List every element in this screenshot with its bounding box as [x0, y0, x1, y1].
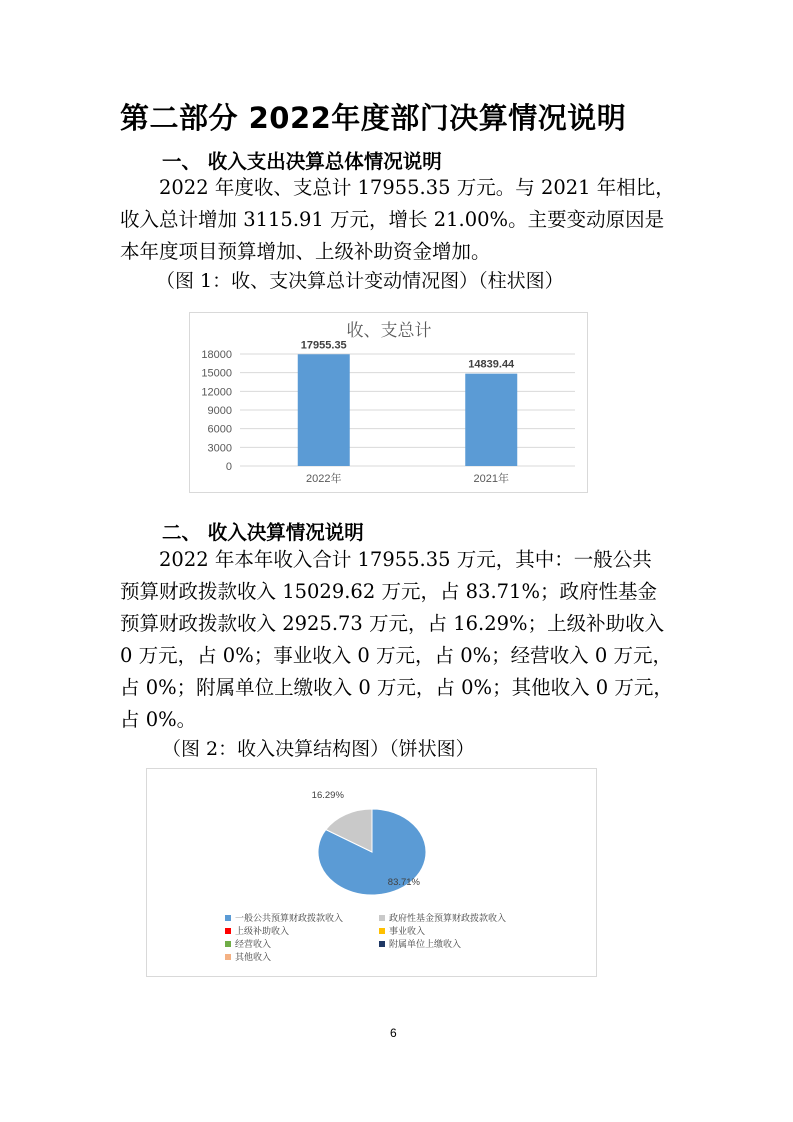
section2-line: 预算财政拨款收入 15029.62 万元，占 83.71%；政府性基金 — [120, 580, 657, 603]
page-number: 6 — [390, 1026, 397, 1040]
y-tick-label: 15000 — [201, 367, 232, 380]
y-tick-label: 0 — [225, 461, 232, 473]
section2-paragraph — [120, 544, 676, 736]
section1-line: 2022 年度收、支总计 17955.35 万元。与 2021 年相比， — [159, 176, 675, 199]
legend-swatch — [225, 928, 231, 934]
section2-line: 占 0%。 — [120, 708, 197, 731]
pie-data-label: 16.29% — [311, 790, 344, 802]
section1-paragraph — [120, 172, 676, 268]
x-tick-label: 2021年 — [473, 473, 509, 485]
section1-line: 本年度项目预算增加、上级补助资金增加。 — [120, 240, 491, 263]
legend-label: 其他收入 — [235, 952, 272, 962]
legend-swatch — [379, 941, 385, 947]
pie-chart-frame — [146, 768, 597, 977]
y-tick-label: 3000 — [207, 442, 232, 455]
legend-label: 经营收入 — [235, 939, 272, 949]
bar — [298, 354, 350, 466]
legend-label: 上级补助收入 — [235, 926, 290, 936]
x-tick-label: 2022年 — [306, 473, 342, 485]
section2-line: 预算财政拨款收入 2925.73 万元，占 16.29%；上级补助收入 — [120, 612, 665, 635]
y-tick-label: 12000 — [201, 386, 232, 399]
section2-heading: 二、 收入决算情况说明 — [162, 521, 364, 544]
legend-label: 政府性基金预算财政拨款收入 — [389, 913, 507, 923]
legend-swatch — [225, 915, 231, 921]
bar-chart-title: 收、支总计 — [346, 321, 432, 340]
section2-line: 0 万元，占 0%；事业收入 0 万元，占 0%；经营收入 0 万元， — [120, 644, 672, 667]
section1-heading: 一、 收入支出决算总体情况说明 — [162, 150, 442, 173]
bar-data-label: 17955.35 — [300, 339, 347, 352]
section1-line: 收入总计增加 3115.91 万元，增长 21.00%。主要变动原因是 — [120, 208, 665, 231]
bar-chart-frame — [189, 312, 588, 493]
section2-line: 2022 年本年收入合计 17955.35 万元，其中：一般公共 — [159, 548, 652, 571]
pie-data-label: 83.71% — [387, 876, 421, 888]
legend-swatch — [225, 941, 231, 947]
bar-chart — [190, 313, 587, 492]
legend-swatch — [225, 954, 231, 960]
legend-swatch — [379, 915, 385, 921]
pie-chart — [147, 769, 596, 976]
legend-label: 附属单位上缴收入 — [389, 939, 462, 949]
section2-line: 占 0%；附属单位上缴收入 0 万元，占 0%；其他收入 0 万元， — [120, 676, 673, 699]
page-title: 第二部分 2022年度部门决算情况说明 — [120, 101, 627, 135]
legend-label: 一般公共预算财政拨款收入 — [235, 913, 344, 923]
y-tick-label: 6000 — [207, 423, 232, 436]
y-tick-label: 9000 — [207, 405, 232, 417]
legend-label: 事业收入 — [389, 926, 426, 936]
y-tick-label: 18000 — [201, 349, 232, 361]
figure2-caption: （图 2：收入决算结构图）（饼状图） — [162, 738, 475, 760]
bar-data-label: 14839.44 — [468, 358, 515, 371]
bar — [465, 374, 517, 466]
legend-swatch — [379, 928, 385, 934]
figure1-caption: （图 1：收、支决算总计变动情况图）（柱状图） — [156, 270, 564, 292]
